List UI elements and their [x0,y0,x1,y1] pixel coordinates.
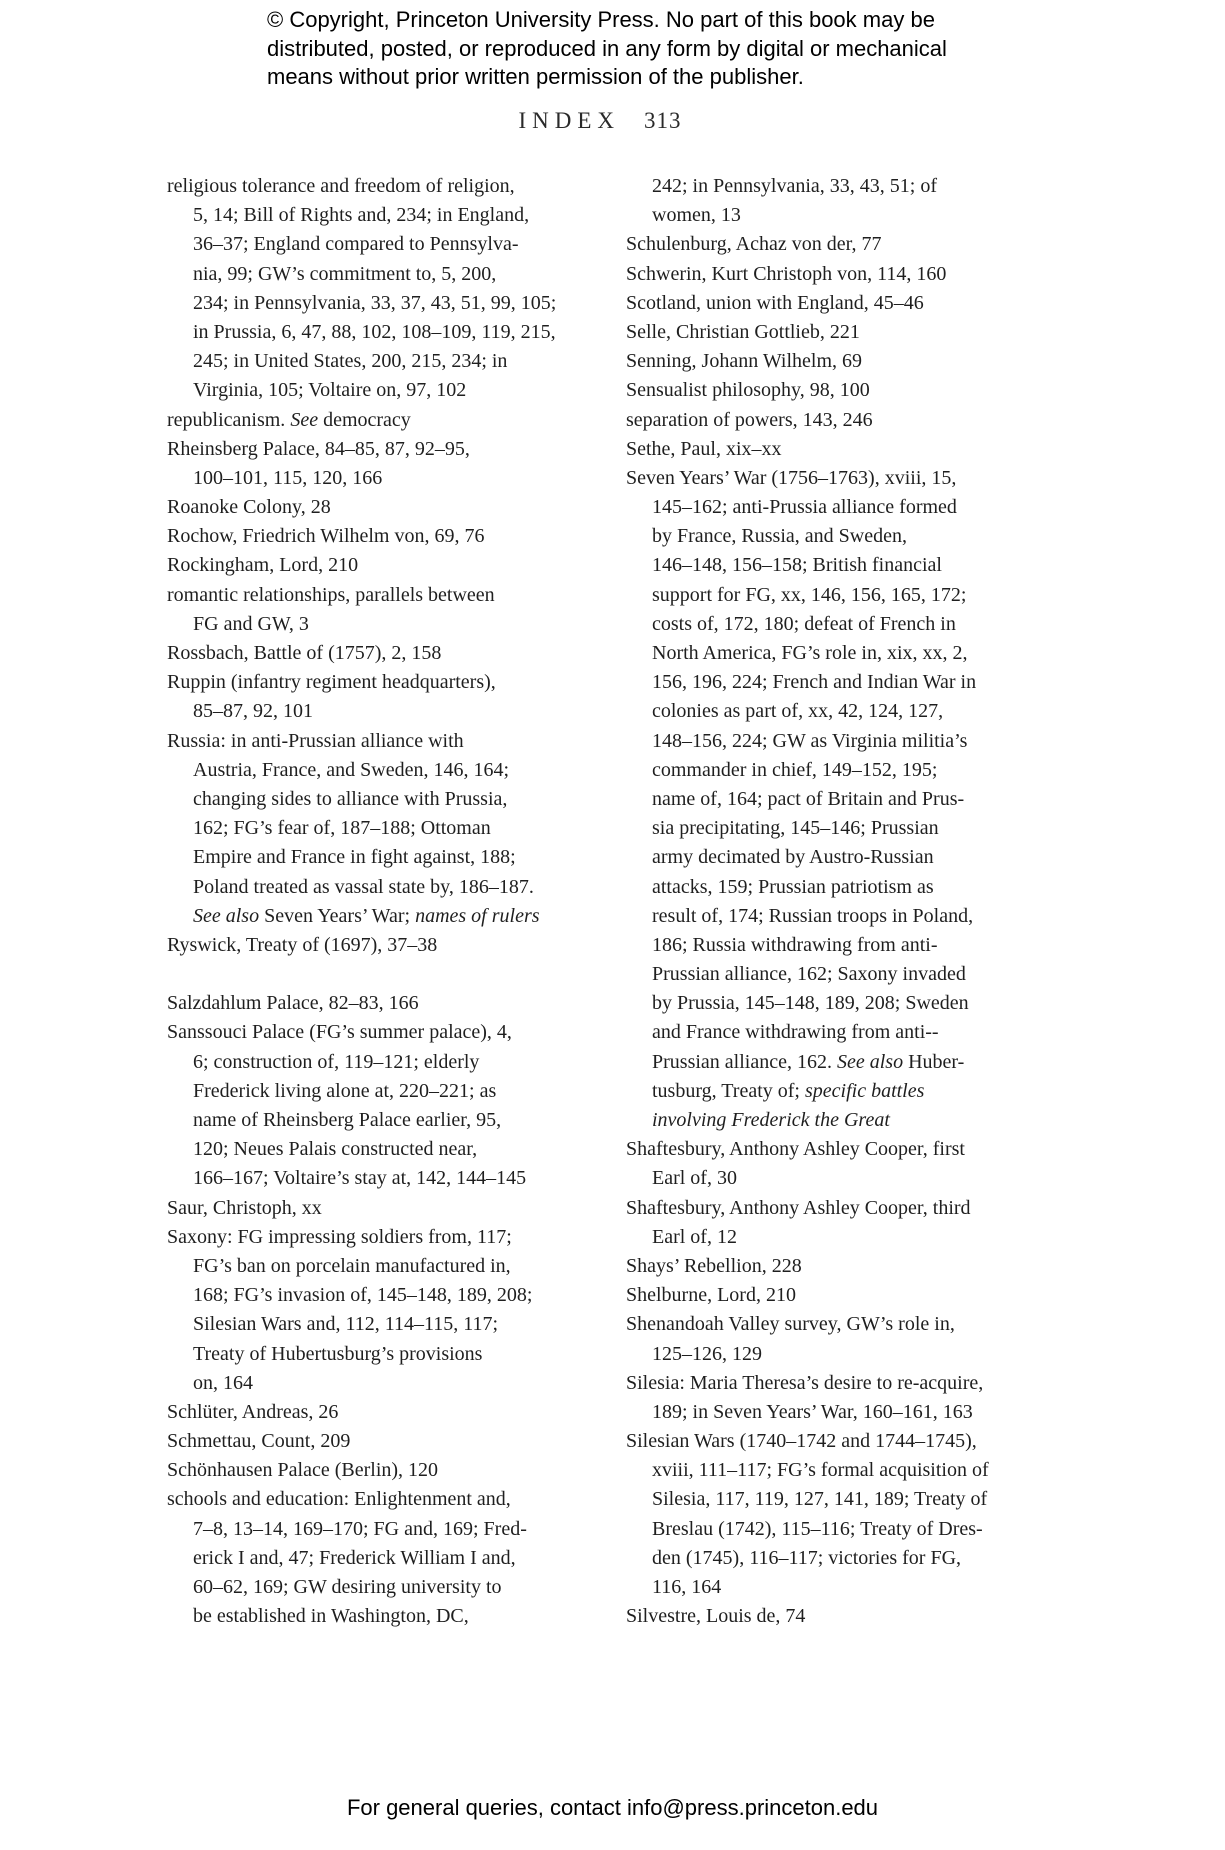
index-line: 234; in Pennsylvania, 33, 37, 43, 51, 99, 105; [193,291,557,314]
index-line: Treaty of Hubertusburg’s provisions [193,1342,483,1365]
index-line: be established in Washington, DC, [193,1605,469,1628]
index-line: Schulenburg, Achaz von der, 77 [626,233,882,256]
index-line: involving Frederick the Great [652,1109,890,1131]
index-line: Rossbach, Battle of (1757), 2, 158 [167,642,442,664]
index-line: 125–126, 129 [652,1342,762,1365]
index-line: women, 13 [652,204,741,227]
index-line: Austria, France, and Sweden, 146, 164; [193,758,510,781]
index-line: 156, 196, 224; French and Indian War in [652,671,977,694]
index-line: 120; Neues Palais constructed near, [193,1138,478,1161]
index-line: by France, Russia, and Sweden, [652,525,907,548]
index-line: Silesia, 117, 119, 127, 141, 189; Treaty of [652,1488,988,1511]
index-line: xviii, 111–117; FG’s formal acquisition of [652,1459,989,1482]
index-line: Silesian Wars (1740–1742 and 1744–1745), [626,1430,977,1453]
index-line: support for FG, xx, 146, 156, 165, 172; [652,583,967,606]
index-line: Selle, Christian Gottlieb, 221 [626,320,860,343]
index-line: Shaftesbury, Anthony Ashley Cooper, first [626,1138,965,1161]
index-line: 186; Russia withdrawing from anti- [652,933,938,956]
index-line: Rochow, Friedrich Wilhelm von, 69, 76 [167,525,485,548]
index-line: Sethe, Paul, xix–xx [626,437,782,460]
index-line: Poland treated as vassal state by, 186–187. [193,875,534,898]
index-right-column [626,172,1091,1631]
index-line: 116, 164 [652,1576,722,1598]
copyright-line: means without prior written permission of the publisher. [267,64,804,89]
index-line: Scotland, union with England, 45–46 [626,291,924,314]
index-line: Shelburne, Lord, 210 [626,1284,796,1307]
index-line: North America, FG’s role in, xix, xx, 2, [652,642,968,664]
index-line: Senning, Johann Wilhelm, 69 [626,350,863,373]
index-line: Seven Years’ War (1756–1763), xviii, 15, [626,466,957,489]
index-line: Virginia, 105; Voltaire on, 97, 102 [193,379,467,402]
index-line: 166–167; Voltaire’s stay at, 142, 144–145 [193,1167,527,1190]
index-line: Schönhausen Palace (Berlin), 120 [167,1459,439,1482]
index-line: nia, 99; GW’s commitment to, 5, 200, [193,262,497,285]
index-line: erick I and, 47; Frederick William I and, [193,1546,516,1569]
index-line: See also Seven Years’ War; names of rulers [193,904,540,927]
index-line: colonies as part of, xx, 42, 124, 127, [652,700,944,723]
index-line: name of Rheinsberg Palace earlier, 95, [193,1109,502,1131]
index-line: costs of, 172, 180; defeat of French in [652,612,956,635]
copyright-line: © Copyright, Princeton University Press. No part of this book may be [267,7,935,32]
index-line: army decimated by Austro-Russian [652,846,934,869]
index-line: Shays’ Rebellion, 228 [626,1254,802,1277]
index-line [167,960,617,989]
index-line: den (1745), 116–117; victories for FG, [652,1546,962,1569]
index-line: name of, 164; pact of Britain and Prus- [652,787,965,810]
index-line: 60–62, 169; GW desiring university to [193,1576,502,1598]
index-line: Empire and France in fight against, 188; [193,846,516,869]
index-line: 145–162; anti-Prussia alliance formed [652,496,957,519]
index-line: Sensualist philosophy, 98, 100 [626,379,870,402]
index-line: changing sides to alliance with Prussia, [193,787,508,810]
index-line: and France withdrawing from anti-- [652,1021,939,1044]
index-line: 189; in Seven Years’ War, 160–161, 163 [652,1400,973,1423]
index-line: religious tolerance and freedom of religion, [167,175,515,197]
index-line: Earl of, 12 [652,1225,737,1248]
index-line: 245; in United States, 200, 215, 234; in [193,350,508,373]
copyright-notice [267,6,947,92]
index-line: Shaftesbury, Anthony Ashley Cooper, third [626,1196,971,1219]
index-line: Schwerin, Kurt Christoph von, 114, 160 [626,262,947,285]
index-line: schools and education: Enlightenment and, [167,1488,511,1511]
index-line: 85–87, 92, 101 [193,700,313,723]
index-line: Saur, Christoph, xx [167,1196,322,1219]
index-line: in Prussia, 6, 47, 88, 102, 108–109, 119, 215, [193,320,556,343]
footer-contact-line: For general queries, contact info@press.princeton.edu [346,1795,879,1820]
running-head [0,106,1200,136]
index-line: Shenandoah Valley survey, GW’s role in, [626,1313,955,1336]
section-title: INDEX [518,108,621,133]
index-line: result of, 174; Russian troops in Poland, [652,904,974,927]
index-line: Breslau (1742), 115–116; Treaty of Dres- [652,1517,983,1540]
index-line: 242; in Pennsylvania, 33, 43, 51; of [652,175,937,197]
index-line: by Prussia, 145–148, 189, 208; Sweden [652,992,969,1015]
index-line: Ryswick, Treaty of (1697), 37–38 [167,933,438,956]
index-line: 148–156, 224; GW as Virginia militia’s [652,729,968,752]
index-line: 100–101, 115, 120, 166 [193,466,383,489]
index-line: Earl of, 30 [652,1167,737,1190]
index-line: republicanism. See democracy [167,408,411,431]
index-line: Frederick living alone at, 220–221; as [193,1079,497,1102]
index-line: Saxony: FG impressing soldiers from, 117; [167,1225,512,1248]
index-line: separation of powers, 143, 246 [626,408,873,431]
index-line: FG and GW, 3 [193,612,309,635]
index-left-column [167,172,617,1631]
index-line: 5, 14; Bill of Rights and, 234; in England, [193,204,530,227]
index-line: Silvestre, Louis de, 74 [626,1605,806,1628]
index-line: 146–148, 156–158; British financial [652,554,942,577]
index-line: 6; construction of, 119–121; elderly [193,1050,480,1073]
index-line: Schmettau, Count, 209 [167,1430,351,1453]
page-number: 313 [644,108,682,133]
index-line: 162; FG’s fear of, 187–188; Ottoman [193,817,491,840]
index-line: Rheinsberg Palace, 84–85, 87, 92–95, [167,437,470,460]
index-line: Rockingham, Lord, 210 [167,554,359,577]
index-line: sia precipitating, 145–146; Prussian [652,817,939,840]
index-line: 36–37; England compared to Pennsylva- [193,233,519,256]
index-line: Prussian alliance, 162; Saxony invaded [652,963,966,986]
index-line: Schlüter, Andreas, 26 [167,1400,339,1423]
index-line: FG’s ban on porcelain manufactured in, [193,1254,511,1277]
index-line: on, 164 [193,1371,253,1394]
index-line: Sanssouci Palace (FG’s summer palace), 4, [167,1021,512,1044]
index-line: Roanoke Colony, 28 [167,496,331,519]
index-line: 7–8, 13–14, 169–170; FG and, 169; Fred- [193,1517,527,1540]
index-line: romantic relationships, parallels between [167,583,495,606]
index-line: Silesian Wars and, 112, 114–115, 117; [193,1313,499,1336]
copyright-line: distributed, posted, or reproduced in any form by digital or mechanical [267,35,947,61]
index-line: 168; FG’s invasion of, 145–148, 189, 208; [193,1284,533,1307]
index-line: Ruppin (infantry regiment headquarters), [167,671,496,694]
index-line: tusburg, Treaty of; specific battles [652,1079,925,1102]
index-line: Russia: in anti-Prussian alliance with [167,729,464,752]
index-line: Silesia: Maria Theresa’s desire to re-acquire, [626,1371,984,1394]
index-line: attacks, 159; Prussian patriotism as [652,875,934,898]
index-line: Prussian alliance, 162. See also Huber- [652,1050,965,1073]
index-line: Salzdahlum Palace, 82–83, 166 [167,992,419,1015]
index-line: commander in chief, 149–152, 195; [652,758,938,781]
